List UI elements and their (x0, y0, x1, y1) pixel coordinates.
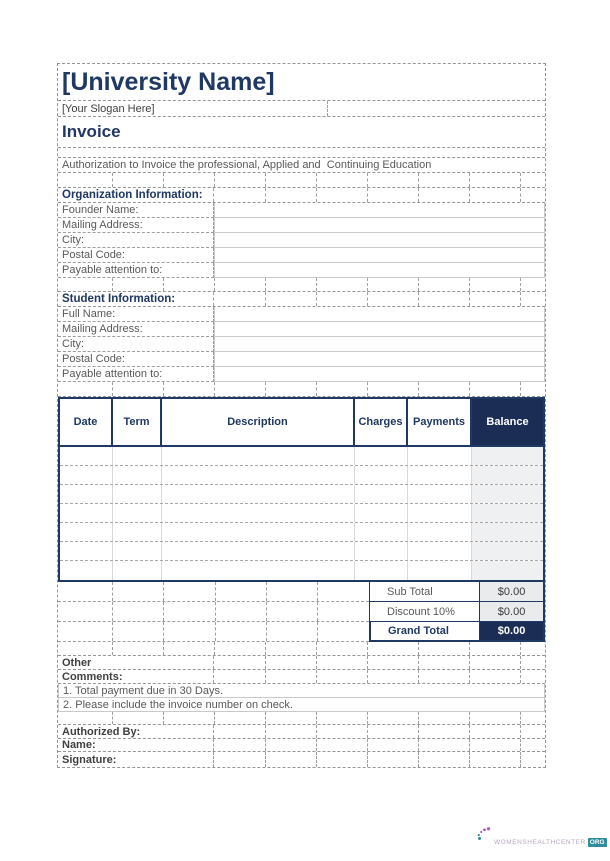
table-cell[interactable] (355, 485, 408, 503)
authorized-by-label: Authorized By: (58, 725, 214, 738)
subtotal-value: $0.00 (479, 582, 545, 602)
grid-filler-row (58, 642, 545, 656)
table-row (60, 485, 543, 504)
org-mailing-address-field[interactable] (214, 218, 545, 233)
table-cell[interactable] (355, 504, 408, 522)
org-city-row (58, 233, 545, 248)
table-cell[interactable] (113, 561, 162, 580)
authorized-signature-label: Signature: (58, 752, 214, 767)
table-cell[interactable] (408, 542, 472, 560)
table-cell[interactable] (355, 523, 408, 541)
org-founder-name-field[interactable] (214, 203, 545, 218)
column-header-charges: Charges (355, 399, 408, 445)
comment-note-2: 2. Please include the invoice number on check. (58, 698, 545, 712)
table-cell[interactable] (60, 523, 113, 541)
invoice-table (58, 397, 545, 642)
table-row (60, 466, 543, 485)
header-row (58, 64, 545, 101)
table-cell[interactable] (162, 504, 355, 522)
table-row (60, 542, 543, 561)
authorization-line-row (58, 158, 545, 173)
grand-total-value: $0.00 (479, 622, 545, 642)
organization-info-heading-row (58, 188, 545, 203)
column-header-description: Description (162, 399, 355, 445)
discount-row (58, 602, 545, 622)
table-cell[interactable] (472, 523, 543, 541)
comments-row (58, 670, 545, 684)
table-cell[interactable] (355, 561, 408, 580)
table-cell[interactable] (408, 466, 472, 484)
table-cell[interactable] (162, 447, 355, 465)
student-full-name-label: Full Name: (58, 307, 214, 322)
student-city-row (58, 337, 545, 352)
table-cell[interactable] (472, 466, 543, 484)
authorized-by-row (58, 725, 545, 739)
invoice-table-header (58, 397, 545, 447)
student-info-heading: Student Information: (58, 292, 214, 306)
org-payable-attention-label: Payable attention to: (58, 263, 214, 278)
table-cell[interactable] (162, 542, 355, 560)
authorized-name-row (58, 739, 545, 752)
table-cell[interactable] (162, 466, 355, 484)
table-row (60, 523, 543, 542)
table-cell[interactable] (408, 504, 472, 522)
student-mailing-address-label: Mailing Address: (58, 322, 214, 337)
table-row (60, 561, 543, 580)
discount-value: $0.00 (479, 602, 545, 622)
column-header-term: Term (113, 399, 162, 445)
table-cell[interactable] (60, 561, 113, 580)
table-cell[interactable] (355, 447, 408, 465)
student-mailing-address-field[interactable] (214, 322, 545, 337)
authorized-name-label: Name: (58, 739, 214, 751)
table-cell[interactable] (113, 447, 162, 465)
table-cell[interactable] (472, 485, 543, 503)
table-cell[interactable] (60, 485, 113, 503)
table-cell[interactable] (113, 504, 162, 522)
org-mailing-address-label: Mailing Address: (58, 218, 214, 233)
student-city-field[interactable] (214, 337, 545, 352)
grand-total-row (58, 622, 545, 642)
table-cell[interactable] (162, 485, 355, 503)
table-cell[interactable] (355, 542, 408, 560)
student-postal-code-row (58, 352, 545, 367)
other-row (58, 656, 545, 670)
table-cell[interactable] (408, 523, 472, 541)
org-postal-code-label: Postal Code: (58, 248, 214, 263)
invoice-title: Invoice (62, 122, 121, 141)
org-city-label: City: (58, 233, 214, 248)
sparkle-dots-icon (477, 827, 493, 846)
org-founder-name-row (58, 203, 545, 218)
org-payable-attention-row (58, 263, 545, 278)
footer-logo-suffix: ORG (589, 839, 605, 846)
column-header-payments: Payments (408, 399, 472, 445)
table-row (60, 447, 543, 466)
grid-filler (58, 622, 369, 642)
table-cell[interactable] (472, 542, 543, 560)
footer-logo (477, 827, 607, 847)
authorized-signature-row (58, 752, 545, 767)
student-city-label: City: (58, 337, 214, 352)
org-mailing-address-row (58, 218, 545, 233)
invoice-table-body (58, 447, 545, 582)
slogan-text: [Your Slogan Here] (58, 101, 328, 116)
table-cell[interactable] (113, 485, 162, 503)
table-cell[interactable] (113, 523, 162, 541)
grid-filler-row (58, 278, 545, 292)
footer-logo-text: WOMENSHEALTHCENTER (494, 839, 586, 846)
student-info-heading-row (58, 292, 545, 307)
table-cell[interactable] (472, 504, 543, 522)
comment-note-row (58, 698, 545, 712)
table-cell[interactable] (60, 542, 113, 560)
table-cell[interactable] (162, 561, 355, 580)
organization-info-heading: Organization Information: (58, 188, 214, 202)
table-cell[interactable] (60, 447, 113, 465)
other-label: Other (58, 656, 214, 669)
table-cell[interactable] (355, 466, 408, 484)
grid-filler (58, 602, 369, 622)
table-cell[interactable] (113, 466, 162, 484)
table-cell[interactable] (113, 542, 162, 560)
authorization-line: Authorization to Invoice the professional, Applied and Continuing Education (62, 159, 432, 171)
comments-label: Comments: (58, 670, 214, 683)
grid-filler-row (58, 712, 545, 725)
subtotal-label: Sub Total (369, 582, 479, 602)
org-city-field[interactable] (214, 233, 545, 248)
table-cell[interactable] (472, 447, 543, 465)
table-cell[interactable] (472, 561, 543, 580)
column-header-balance: Balance (472, 399, 543, 445)
table-cell[interactable] (60, 504, 113, 522)
invoice-title-row (58, 117, 545, 148)
table-cell[interactable] (408, 561, 472, 580)
student-payable-attention-field[interactable] (214, 367, 545, 382)
comment-note-1: 1. Total payment due in 30 Days. (58, 684, 545, 698)
student-full-name-field[interactable] (214, 307, 545, 322)
org-founder-name-label: Founder Name: (58, 203, 214, 218)
grid-filler-row (58, 173, 545, 188)
grand-total-label: Grand Total (369, 622, 479, 642)
spacer-row (58, 148, 545, 158)
student-postal-code-field[interactable] (214, 352, 545, 367)
table-cell[interactable] (408, 447, 472, 465)
university-name: [University Name] (62, 67, 275, 96)
table-row (60, 504, 543, 523)
student-payable-attention-label: Payable attention to: (58, 367, 214, 382)
column-header-date: Date (60, 399, 113, 445)
grid-filler (58, 582, 369, 602)
student-mailing-address-row (58, 322, 545, 337)
discount-label: Discount 10% (369, 602, 479, 622)
table-cell[interactable] (162, 523, 355, 541)
subtotal-row (58, 582, 545, 602)
org-postal-code-row (58, 248, 545, 263)
slogan-row (58, 101, 545, 117)
student-payable-attention-row (58, 367, 545, 382)
document-body (57, 63, 546, 768)
table-cell[interactable] (408, 485, 472, 503)
student-full-name-row (58, 307, 545, 322)
student-postal-code-label: Postal Code: (58, 352, 214, 367)
comment-note-row (58, 684, 545, 698)
org-payable-attention-field[interactable] (214, 263, 545, 278)
table-cell[interactable] (60, 466, 113, 484)
org-postal-code-field[interactable] (214, 248, 545, 263)
grid-filler-row (58, 382, 545, 397)
